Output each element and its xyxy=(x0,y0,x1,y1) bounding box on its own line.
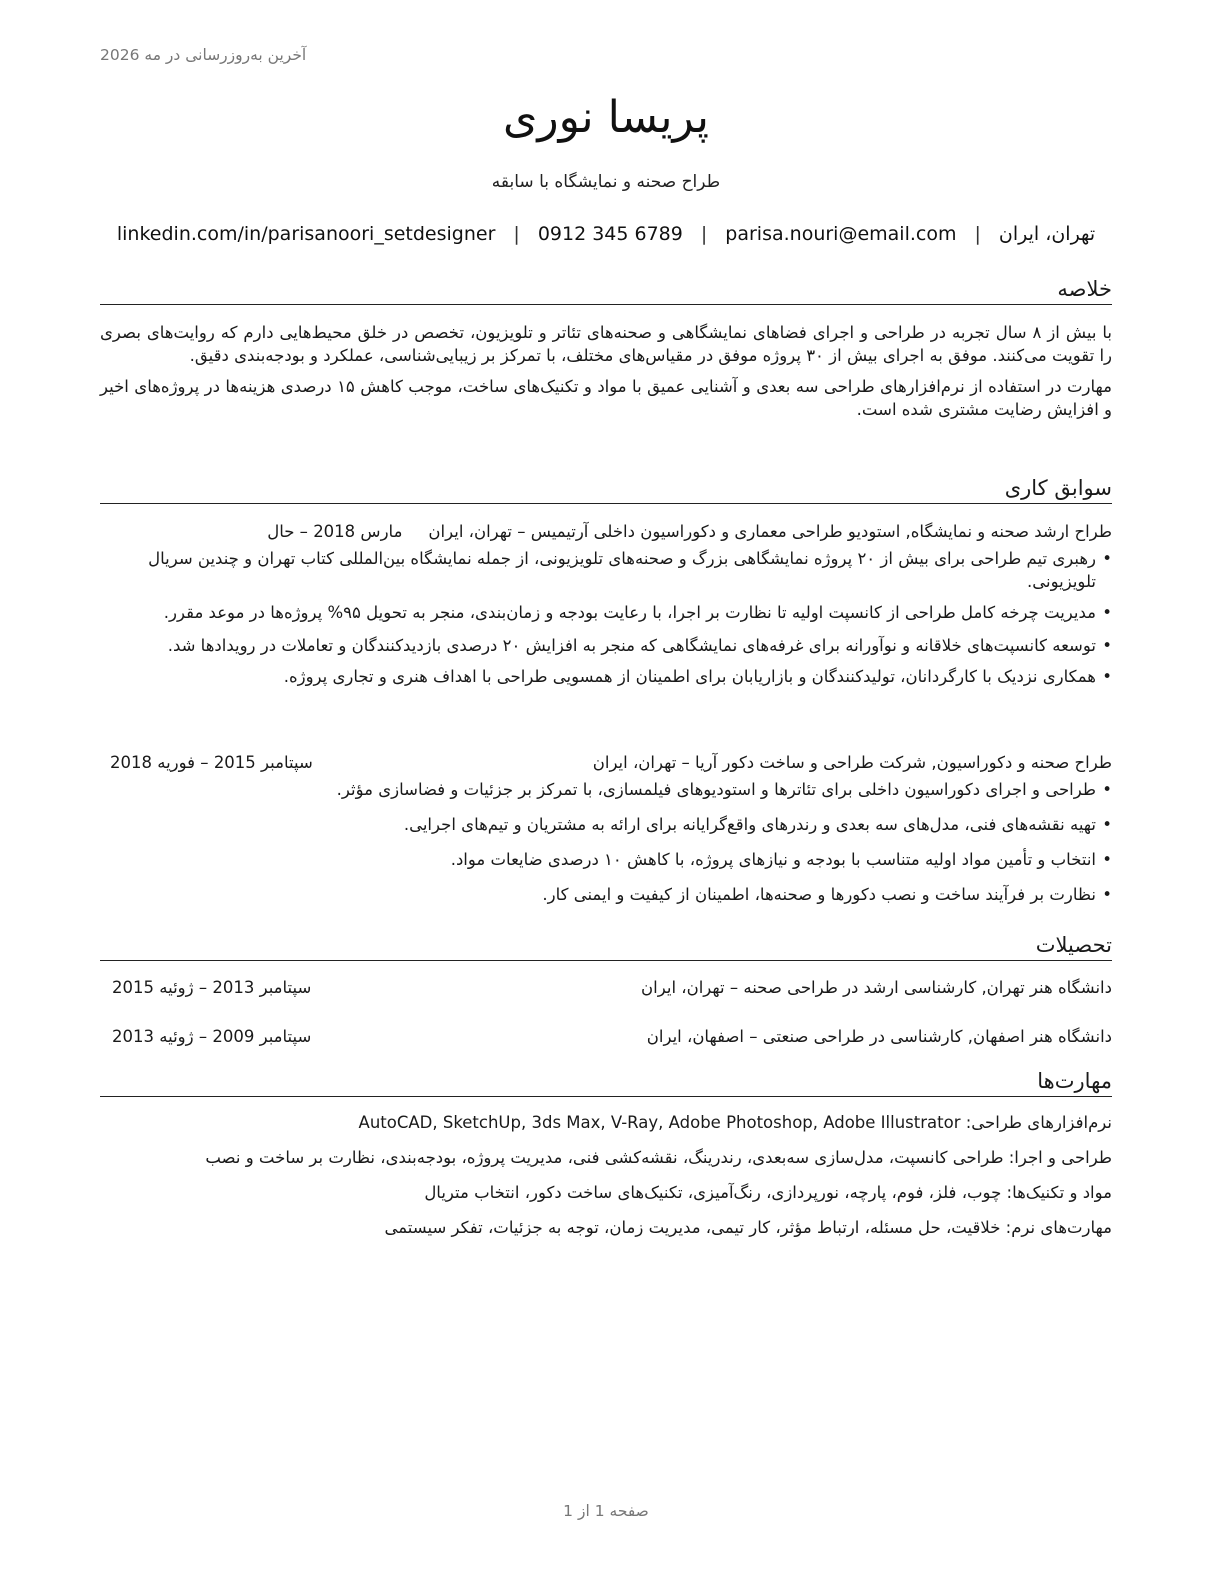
section-heading-skills: مهارت‌ها xyxy=(100,1068,1112,1097)
job-bullet: • همکاری نزدیک با کارگردانان، تولیدکنندگان و بازاریابان برای اطمینان از همسویی طراحی با اهداف هنری و تجاری پروژه. xyxy=(100,665,1112,688)
job-bullets xyxy=(100,778,1112,906)
job-subtitle: طراح صحنه و نمایشگاه با سابقه xyxy=(491,172,721,192)
summary-paragraph: با بیش از ۸ سال تجربه در طراحی و اجرای فضاهای نمایشگاهی و صحنه‌های تئاتر و تلویزیون، تخصص در خلق محیط‌هایی دارم که روایت‌های بصری را تقویت می‌کنند. موفق به اجرای بیش از ۳۰ پروژه موفق در مقیاس‌های مختلف، با تمرکز بر زیبایی‌شناسی، عملکرد و بودجه‌بندی دقیق. xyxy=(100,323,1112,365)
job-bullet: • توسعه کانسپت‌های خلاقانه و نوآورانه برای غرفه‌های نمایشگاهی که منجر به افزایش ۲۰ درصدی بازدیدکنندگان و تعاملات در رویدادها شد. xyxy=(100,634,1112,657)
skill-line: مواد و تکنیک‌ها: چوب، فلز، فوم، پارچه، نورپردازی، رنگ‌آمیزی، تکنیک‌های ساخت دکور، انتخاب متریال xyxy=(424,1183,1112,1202)
education-item xyxy=(100,976,1112,999)
contact-phone[interactable]: 0912 345 6789 xyxy=(537,223,683,245)
skill-label: نرم‌افزارهای طراحی: xyxy=(965,1113,1112,1132)
contact-separator: | xyxy=(513,223,520,245)
job-bullet: • رهبری تیم طراحی برای بیش از ۲۰ پروژه نمایشگاهی بزرگ و صحنه‌های تلویزیونی، از جمله نمایشگاه بین‌المللی کتاب تهران و چندین سریال تلویزیونی. xyxy=(100,547,1112,593)
page-number: صفحه 1 از 1 xyxy=(563,1502,649,1520)
person-name: پریسا نوری xyxy=(502,92,710,143)
summary-section xyxy=(100,321,1112,429)
skill-value: AutoCAD, SketchUp, 3ds Max, V-Ray, Adobe Photoshop, Adobe Illustrator xyxy=(358,1113,961,1132)
education-dates: سپتامبر 2013 – ژوئیه 2015 xyxy=(112,978,312,997)
contact-linkedin[interactable]: linkedin.com/in/parisanoori_setdesigner xyxy=(116,223,496,245)
education-item xyxy=(100,1025,1112,1048)
skills-section xyxy=(100,1111,1112,1251)
skill-line-software xyxy=(100,1111,1112,1134)
job-header xyxy=(100,751,1112,774)
education-dates: سپتامبر 2009 – ژوئیه 2013 xyxy=(112,1027,312,1046)
job-bullets xyxy=(100,547,1112,688)
summary-paragraph: مهارت در استفاده از نرم‌افزارهای طراحی سه بعدی و آشنایی عمیق با مواد و تکنیک‌های ساخت، موجب کاهش ۱۵ درصدی هزینه‌ها در پروژه‌های اخیر و افزایش رضایت مشتری شده است. xyxy=(100,377,1112,419)
job-bullet: • مدیریت چرخه کامل طراحی از کانسپت اولیه تا نظارت بر اجرا، با رعایت بودجه و زمان‌بندی، منجر به تحویل ۹۵% پروژه‌ها در موعد مقرر. xyxy=(100,601,1112,624)
job-dates: مارس 2018 – حال xyxy=(267,522,403,541)
section-heading-education: تحصیلات xyxy=(100,932,1112,961)
contact-email[interactable]: parisa.nouri@email.com xyxy=(725,223,957,245)
job-entry xyxy=(100,751,1112,918)
job-dates: سپتامبر 2015 – فوریه 2018 xyxy=(110,753,313,772)
education-title: دانشگاه هنر تهران, کارشناسی ارشد در طراحی صحنه – تهران، ایران xyxy=(641,978,1112,997)
job-bullet: • انتخاب و تأمین مواد اولیه متناسب با بودجه و نیازهای پروژه، با کاهش ۱۰ درصدی ضایعات مواد. xyxy=(100,848,1112,871)
last-updated: آخرین به‌روزرسانی در مه 2026 xyxy=(100,46,307,64)
contact-location: تهران، ایران xyxy=(998,223,1096,245)
section-heading-summary: خلاصه xyxy=(100,276,1112,305)
contact-separator: | xyxy=(974,223,981,245)
job-title: طراح صحنه و دکوراسیون, شرکت طراحی و ساخت دکور آریا – تهران، ایران xyxy=(592,753,1112,772)
job-bullet: • طراحی و اجرای دکوراسیون داخلی برای تئاترها و استودیوهای فیلمسازی، با تمرکز بر جزئیات و فضاسازی مؤثر. xyxy=(100,778,1112,801)
job-bullet: • نظارت بر فرآیند ساخت و نصب دکورها و صحنه‌ها، اطمینان از کیفیت و ایمنی کار. xyxy=(100,883,1112,906)
skill-line: مهارت‌های نرم: خلاقیت، حل مسئله، ارتباط مؤثر، کار تیمی، مدیریت زمان، توجه به جزئیات، تفکر سیستمی xyxy=(384,1218,1112,1237)
contact-separator: | xyxy=(700,223,708,245)
contact-line xyxy=(100,223,1112,245)
job-bullet: • تهیه نقشه‌های فنی، مدل‌های سه بعدی و رندرهای واقع‌گرایانه برای ارائه به مشتریان و تیم‌های اجرایی. xyxy=(100,813,1112,836)
job-title: طراح ارشد صحنه و نمایشگاه, استودیو طراحی معماری و دکوراسیون داخلی آرتیمیس – تهران، ایران xyxy=(428,522,1112,541)
job-header xyxy=(100,520,1112,543)
education-title: دانشگاه هنر اصفهان, کارشناسی در طراحی صنعتی – اصفهان، ایران xyxy=(646,1027,1112,1046)
education-section xyxy=(100,976,1112,1048)
job-entry xyxy=(100,520,1112,700)
section-heading-experience: سوابق کاری xyxy=(100,475,1112,504)
resume-page xyxy=(100,0,1112,1584)
skill-line: طراحی و اجرا: طراحی کانسپت، مدل‌سازی سه‌بعدی، رندرینگ، نقشه‌کشی فنی، مدیریت پروژه، بودجه‌بندی، نظارت بر ساخت و نصب xyxy=(205,1148,1112,1167)
